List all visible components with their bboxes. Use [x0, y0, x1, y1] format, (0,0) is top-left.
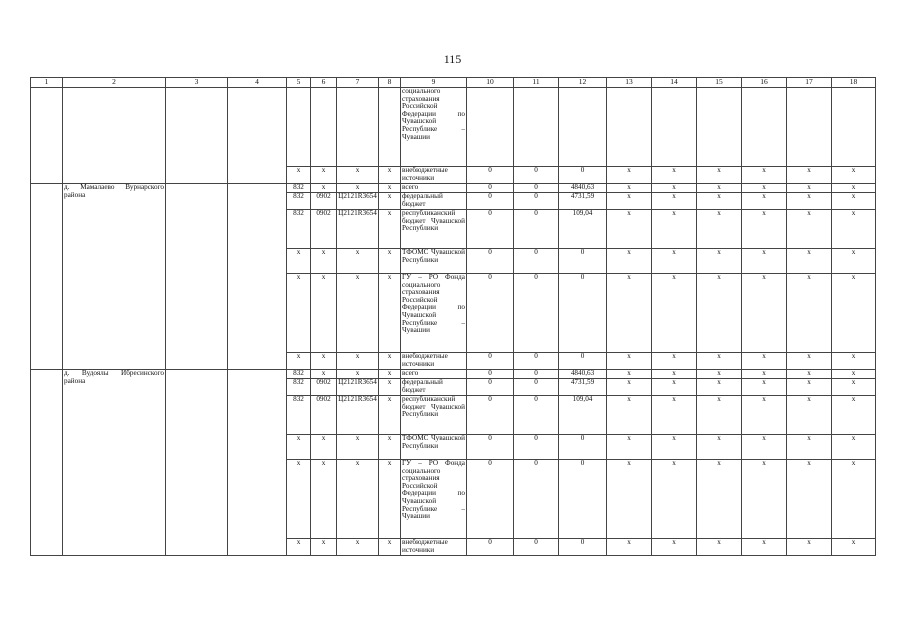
cell-x: x	[697, 167, 742, 184]
budget-table	[30, 77, 876, 556]
cell-admin: x	[287, 167, 311, 184]
cell-section: x	[311, 167, 337, 184]
cell-empty	[31, 184, 63, 370]
cell-admin: 832	[287, 396, 311, 435]
cell-empty	[63, 88, 166, 184]
cell-x: x	[742, 249, 787, 274]
cell-empty	[166, 88, 228, 184]
cell-value: 0	[467, 167, 514, 184]
cell-target: Ц2121R3654	[337, 396, 379, 435]
cell-x: x	[742, 396, 787, 435]
cell-x: x	[607, 435, 652, 460]
cell-empty	[31, 370, 63, 556]
cell-empty	[514, 88, 559, 167]
cell-x: x	[832, 435, 876, 460]
cell-value: 0	[467, 193, 514, 210]
column-header: 3	[166, 78, 228, 88]
column-header: 7	[337, 78, 379, 88]
cell-value: 0	[514, 460, 559, 539]
cell-x: x	[697, 539, 742, 556]
cell-target: x	[337, 274, 379, 353]
cell-x: x	[742, 460, 787, 539]
column-header: 6	[311, 78, 337, 88]
cell-expense-type: x	[379, 167, 401, 184]
cell-target: x	[337, 435, 379, 460]
cell-x: x	[832, 167, 876, 184]
cell-x: x	[607, 396, 652, 435]
cell-value: 0	[467, 435, 514, 460]
cell-value: 0	[514, 184, 559, 193]
funding-source: внебюджетные источники	[401, 539, 467, 556]
cell-empty	[31, 88, 63, 184]
cell-x: x	[787, 460, 832, 539]
cell-x: x	[607, 210, 652, 249]
column-number-row	[31, 78, 876, 88]
cell-empty	[652, 88, 697, 167]
cell-section: x	[311, 460, 337, 539]
cell-target: Ц2121R3654	[337, 210, 379, 249]
cell-value: 0	[467, 353, 514, 370]
cell-value: 0	[559, 460, 607, 539]
cell-admin: 832	[287, 193, 311, 210]
cell-x: x	[832, 460, 876, 539]
cell-expense-type: x	[379, 184, 401, 193]
cell-x: x	[742, 370, 787, 379]
page-number: 115	[443, 52, 462, 66]
cell-value: 0	[467, 396, 514, 435]
funding-source: республиканский бюджет Чувашской Республики	[401, 210, 467, 249]
cell-target: x	[337, 353, 379, 370]
cell-x: x	[697, 379, 742, 396]
cell-x: x	[697, 353, 742, 370]
cell-value: 0	[559, 167, 607, 184]
cell-expense-type: x	[379, 460, 401, 539]
cell-admin: x	[287, 460, 311, 539]
cell-x: x	[697, 460, 742, 539]
cell-x: x	[697, 249, 742, 274]
cell-x: x	[742, 167, 787, 184]
cell-empty	[166, 184, 228, 370]
column-header: 4	[228, 78, 287, 88]
column-header: 16	[742, 78, 787, 88]
cell-target: x	[337, 460, 379, 539]
cell-value: 0	[467, 274, 514, 353]
cell-x: x	[652, 249, 697, 274]
cell-section: x	[311, 249, 337, 274]
cell-empty	[287, 88, 311, 167]
cell-x: x	[652, 184, 697, 193]
cell-x: x	[832, 184, 876, 193]
cell-value: 4840,63	[559, 184, 607, 193]
cell-expense-type: x	[379, 353, 401, 370]
cell-x: x	[787, 184, 832, 193]
cell-value: 0	[514, 193, 559, 210]
cell-x: x	[697, 193, 742, 210]
cell-x: x	[742, 184, 787, 193]
cell-x: x	[742, 435, 787, 460]
cell-x: x	[652, 460, 697, 539]
cell-section: 0902	[311, 396, 337, 435]
cell-admin: x	[287, 249, 311, 274]
column-header: 10	[467, 78, 514, 88]
cell-value: 109,04	[559, 210, 607, 249]
cell-x: x	[697, 435, 742, 460]
cell-x: x	[697, 370, 742, 379]
cell-x: x	[607, 460, 652, 539]
cell-x: x	[787, 435, 832, 460]
cell-x: x	[607, 274, 652, 353]
funding-source: всего	[401, 184, 467, 193]
column-header: 14	[652, 78, 697, 88]
cell-value: 0	[514, 370, 559, 379]
cell-x: x	[832, 274, 876, 353]
cell-empty	[787, 88, 832, 167]
cell-x: x	[652, 539, 697, 556]
cell-expense-type: x	[379, 379, 401, 396]
cell-section: x	[311, 353, 337, 370]
column-header: 5	[287, 78, 311, 88]
cell-value: 0	[514, 210, 559, 249]
cell-value: 0	[467, 249, 514, 274]
cell-x: x	[742, 353, 787, 370]
cell-empty	[166, 370, 228, 556]
cell-x: x	[787, 249, 832, 274]
cell-empty	[337, 88, 379, 167]
cell-x: x	[697, 274, 742, 353]
cell-x: x	[607, 184, 652, 193]
cell-x: x	[607, 249, 652, 274]
cell-x: x	[787, 167, 832, 184]
cell-x: x	[652, 193, 697, 210]
cell-admin: 832	[287, 210, 311, 249]
column-header: 18	[832, 78, 876, 88]
cell-expense-type: x	[379, 274, 401, 353]
cell-section: x	[311, 435, 337, 460]
cell-target: Ц2121R3654	[337, 379, 379, 396]
table-row	[31, 88, 876, 167]
funding-source: ГУ – РО Фонда социального страхования Российской Федерации по Чувашской Республике – Чувашии	[401, 274, 467, 353]
cell-admin: x	[287, 353, 311, 370]
funding-source: всего	[401, 370, 467, 379]
cell-x: x	[787, 539, 832, 556]
cell-x: x	[787, 370, 832, 379]
cell-expense-type: x	[379, 435, 401, 460]
funding-source: федеральный бюджет	[401, 379, 467, 396]
cell-x: x	[742, 379, 787, 396]
cell-empty	[228, 88, 287, 184]
table-row	[31, 370, 876, 379]
column-header: 13	[607, 78, 652, 88]
cell-x: x	[652, 167, 697, 184]
cell-value: 0	[514, 379, 559, 396]
funding-source: внебюджетные источники	[401, 353, 467, 370]
cell-value: 0	[514, 435, 559, 460]
cell-value: 0	[467, 210, 514, 249]
funding-source: социального страхования Российской Федерации по Чувашской Республике – Чувашии	[401, 88, 467, 167]
cell-empty	[607, 88, 652, 167]
cell-value: 0	[467, 460, 514, 539]
cell-x: x	[607, 193, 652, 210]
funding-source: ТФОМС Чувашской Республики	[401, 249, 467, 274]
cell-admin: x	[287, 539, 311, 556]
cell-x: x	[652, 353, 697, 370]
cell-value: 4840,63	[559, 370, 607, 379]
cell-x: x	[787, 210, 832, 249]
funding-source: ГУ – РО Фонда социального страхования Российской Федерации по Чувашской Республике – Чувашии	[401, 460, 467, 539]
cell-x: x	[832, 249, 876, 274]
column-header: 9	[401, 78, 467, 88]
cell-x: x	[652, 210, 697, 249]
cell-x: x	[742, 193, 787, 210]
cell-empty	[228, 370, 287, 556]
cell-admin: x	[287, 274, 311, 353]
column-header: 12	[559, 78, 607, 88]
cell-value: 4731,59	[559, 193, 607, 210]
cell-value: 0	[467, 379, 514, 396]
cell-target: x	[337, 167, 379, 184]
cell-empty	[467, 88, 514, 167]
cell-value: 0	[467, 184, 514, 193]
cell-x: x	[742, 539, 787, 556]
cell-x: x	[832, 379, 876, 396]
cell-x: x	[832, 396, 876, 435]
cell-empty	[559, 88, 607, 167]
column-header: 17	[787, 78, 832, 88]
cell-x: x	[832, 210, 876, 249]
cell-admin: x	[287, 435, 311, 460]
cell-x: x	[787, 274, 832, 353]
cell-expense-type: x	[379, 539, 401, 556]
cell-expense-type: x	[379, 249, 401, 274]
cell-section: 0902	[311, 210, 337, 249]
cell-value: 0	[514, 167, 559, 184]
cell-section: x	[311, 539, 337, 556]
municipality-name: д. Мамалаево Вурнарского района	[63, 184, 166, 370]
cell-target: x	[337, 249, 379, 274]
cell-expense-type: x	[379, 370, 401, 379]
column-header: 2	[63, 78, 166, 88]
cell-target: x	[337, 539, 379, 556]
cell-x: x	[652, 370, 697, 379]
cell-x: x	[607, 370, 652, 379]
cell-x: x	[832, 539, 876, 556]
cell-value: 0	[514, 396, 559, 435]
cell-x: x	[607, 167, 652, 184]
funding-source: ТФОМС Чувашской Республики	[401, 435, 467, 460]
column-header: 11	[514, 78, 559, 88]
cell-value: 0	[467, 539, 514, 556]
cell-admin: 832	[287, 379, 311, 396]
cell-x: x	[787, 379, 832, 396]
cell-x: x	[652, 274, 697, 353]
cell-section: x	[311, 184, 337, 193]
cell-x: x	[787, 353, 832, 370]
cell-value: 0	[559, 539, 607, 556]
cell-value: 0	[559, 353, 607, 370]
column-header: 8	[379, 78, 401, 88]
cell-expense-type: x	[379, 193, 401, 210]
cell-x: x	[832, 193, 876, 210]
funding-source: федеральный бюджет	[401, 193, 467, 210]
cell-x: x	[607, 379, 652, 396]
cell-x: x	[607, 353, 652, 370]
cell-target: x	[337, 184, 379, 193]
cell-target: x	[337, 370, 379, 379]
cell-value: 0	[514, 539, 559, 556]
column-header: 15	[697, 78, 742, 88]
cell-section: x	[311, 370, 337, 379]
cell-value: 0	[559, 274, 607, 353]
cell-x: x	[607, 539, 652, 556]
cell-expense-type: x	[379, 396, 401, 435]
cell-empty	[697, 88, 742, 167]
cell-x: x	[652, 396, 697, 435]
cell-empty	[379, 88, 401, 167]
funding-source: внебюджетные источники	[401, 167, 467, 184]
cell-x: x	[832, 353, 876, 370]
cell-x: x	[697, 184, 742, 193]
cell-value: 4731,59	[559, 379, 607, 396]
cell-value: 0	[559, 249, 607, 274]
cell-target: Ц2121R3654	[337, 193, 379, 210]
cell-x: x	[787, 193, 832, 210]
cell-x: x	[652, 379, 697, 396]
municipality-name: д. Вудоялы Ибресинского района	[63, 370, 166, 556]
cell-value: 0	[514, 249, 559, 274]
cell-value: 0	[514, 274, 559, 353]
cell-x: x	[697, 210, 742, 249]
cell-empty	[228, 184, 287, 370]
cell-value: 0	[514, 353, 559, 370]
cell-section: x	[311, 274, 337, 353]
cell-admin: 832	[287, 184, 311, 193]
cell-x: x	[697, 396, 742, 435]
cell-value: 0	[559, 435, 607, 460]
cell-x: x	[742, 274, 787, 353]
cell-empty	[832, 88, 876, 167]
cell-x: x	[742, 210, 787, 249]
cell-x: x	[652, 435, 697, 460]
cell-value: 0	[467, 370, 514, 379]
cell-empty	[742, 88, 787, 167]
cell-x: x	[832, 370, 876, 379]
funding-source: республиканский бюджет Чувашской Республики	[401, 396, 467, 435]
cell-value: 109,04	[559, 396, 607, 435]
cell-expense-type: x	[379, 210, 401, 249]
cell-empty	[311, 88, 337, 167]
cell-section: 0902	[311, 193, 337, 210]
cell-section: 0902	[311, 379, 337, 396]
column-header: 1	[31, 78, 63, 88]
table-row	[31, 184, 876, 193]
cell-x: x	[787, 396, 832, 435]
cell-admin: 832	[287, 370, 311, 379]
